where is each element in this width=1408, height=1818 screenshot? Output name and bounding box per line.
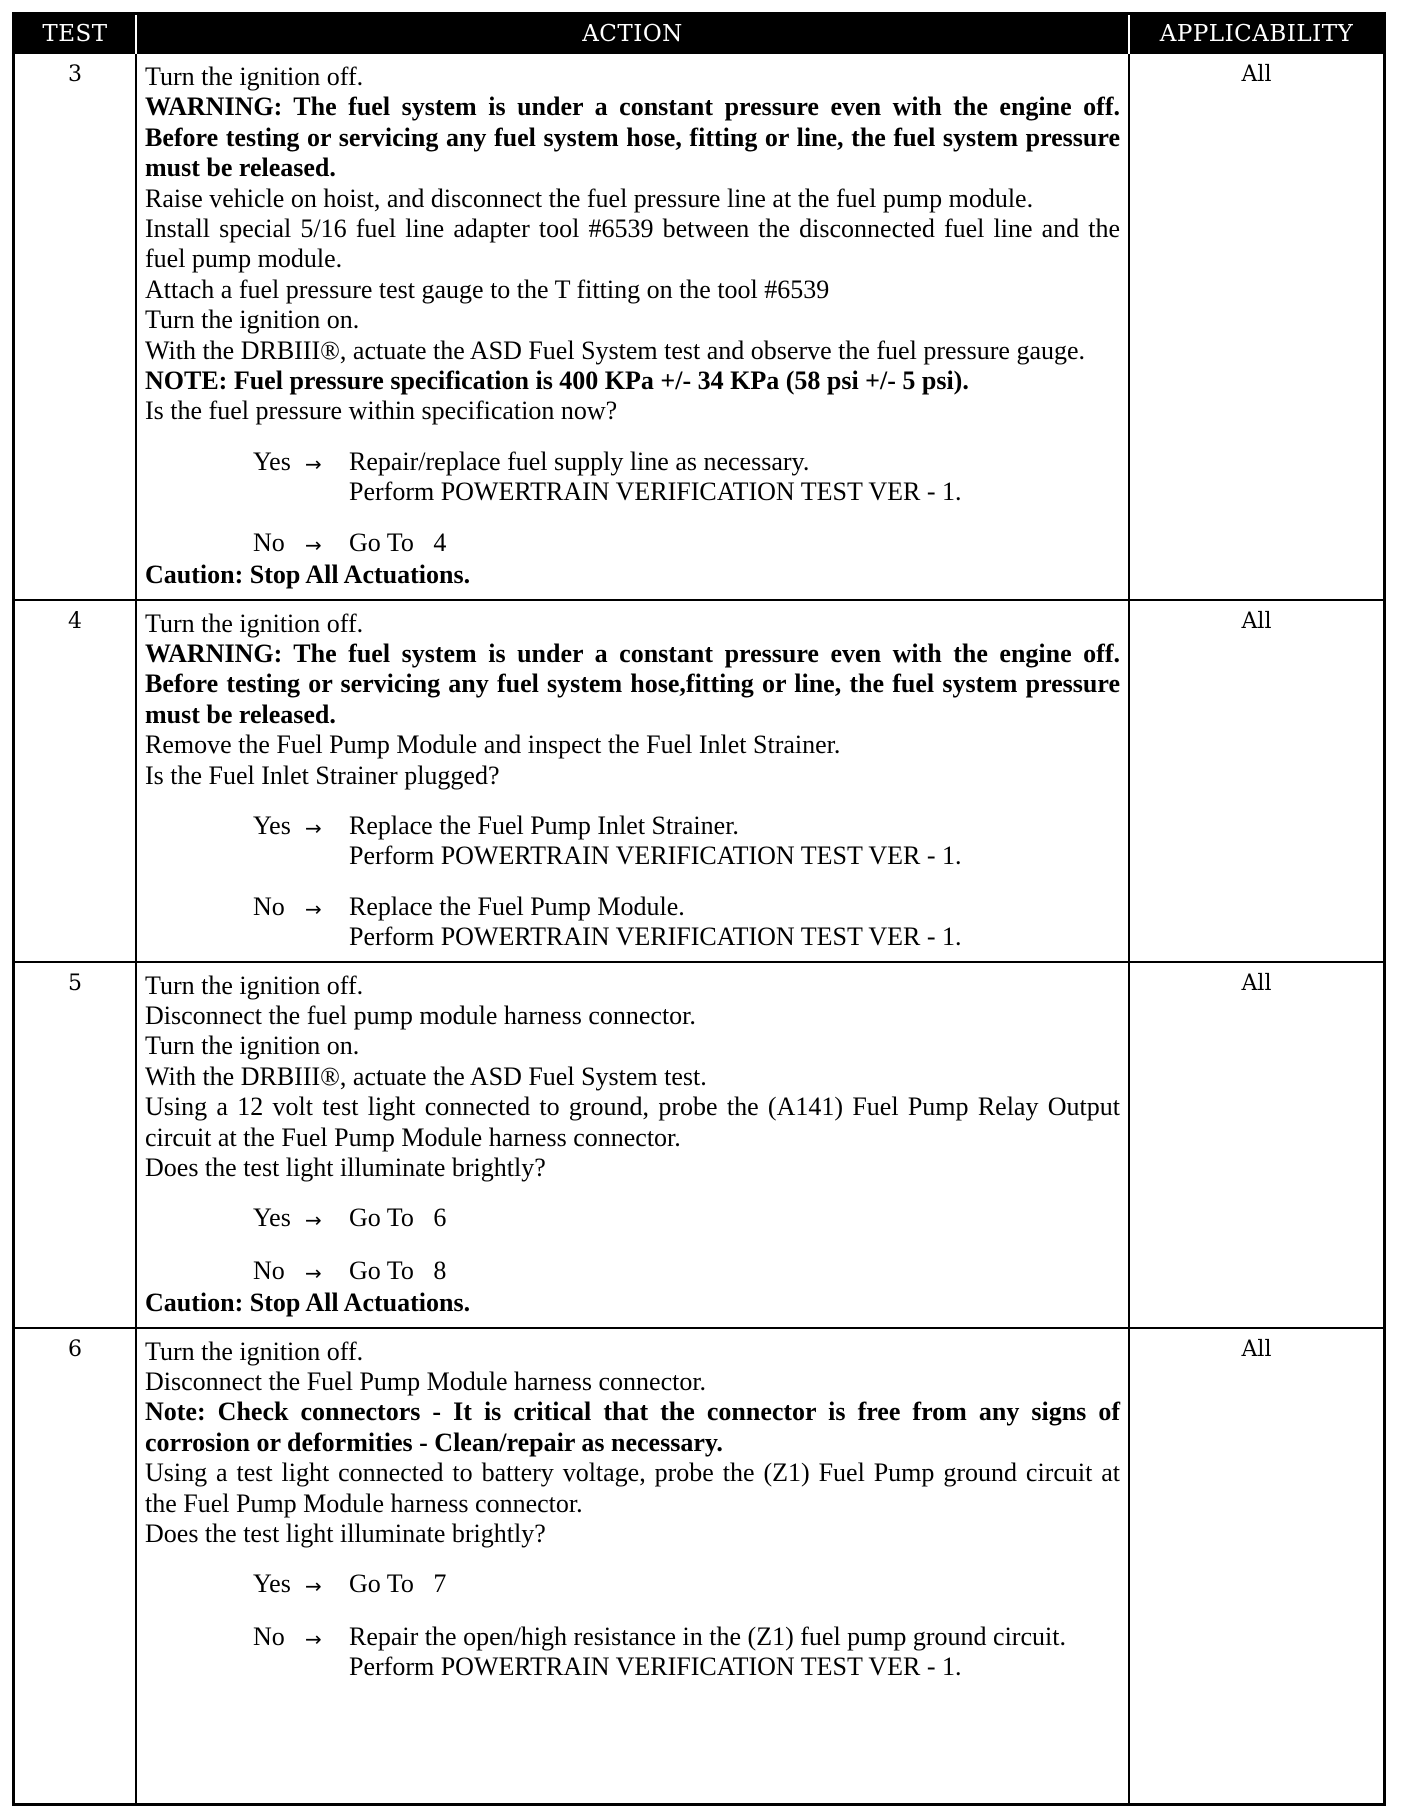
action-cell xyxy=(136,962,1129,1328)
answer-line: Perform POWERTRAIN VERIFICATION TEST VER - 1. xyxy=(349,841,962,871)
header-applicability: APPLICABILITY xyxy=(1129,15,1383,53)
answer-line: Go To 8 xyxy=(349,1255,447,1285)
table-row xyxy=(15,600,1383,962)
answer-text xyxy=(349,1256,1120,1286)
instruction-text: Remove the Fuel Pump Module and inspect the Fuel Inlet Strainer. xyxy=(145,730,841,760)
answer-no xyxy=(145,1256,1120,1288)
answer-label: No xyxy=(253,1255,285,1285)
instruction-text: Turn the ignition off. xyxy=(145,1336,364,1366)
test-number: 6 xyxy=(15,1328,136,1803)
test-number: 5 xyxy=(15,962,136,1328)
table-row xyxy=(15,962,1383,1328)
test-number: 4 xyxy=(15,600,136,962)
instruction-text: Turn the ignition on. xyxy=(145,305,360,335)
diagnostic-table-page xyxy=(12,12,1386,1806)
answer-label: Yes xyxy=(253,1569,291,1599)
warning-text: WARNING: The fuel system is under a constant pressure even with the engine off. Before testing or servicing any fuel system hose, fitting or line, the fuel system pressure must be released. xyxy=(145,92,1120,183)
instruction-text: Is the Fuel Inlet Strainer plugged? xyxy=(145,760,500,790)
answer-line: Replace the Fuel Pump Module. xyxy=(349,891,685,921)
applicability-cell: All xyxy=(1129,600,1383,962)
answer-line: Go To 7 xyxy=(349,1569,447,1599)
instruction-text: Install special 5/16 fuel line adapter tool #6539 between the disconnected fuel line and the fuel pump module. xyxy=(145,214,1120,274)
diagnostic-table xyxy=(15,15,1383,1803)
answer-label: No xyxy=(253,891,285,921)
answer-yes xyxy=(145,1203,1120,1235)
instruction-text: Does the test light illuminate brightly? xyxy=(145,1519,546,1549)
warning-text: Note: Check connectors - It is critical that the connector is free from any signs of corrosion or deformities - Clean/repair as necessary. xyxy=(145,1397,1120,1457)
answer-no xyxy=(145,1622,1120,1683)
warning-text: NOTE: Fuel pressure specification is 400 KPa +/- 34 KPa (58 psi +/- 5 psi). xyxy=(145,366,969,396)
instruction-text: Is the fuel pressure within specification now? xyxy=(145,396,618,426)
action-cell xyxy=(136,600,1129,962)
answer-yes xyxy=(145,1569,1120,1601)
instruction-text: Turn the ignition off. xyxy=(145,62,364,91)
instruction-text: With the DRBIII®, actuate the ASD Fuel System test. xyxy=(145,1061,707,1091)
answer-text xyxy=(349,811,1120,872)
answer-label: Yes xyxy=(253,446,291,476)
instruction-text: Turn the ignition on. xyxy=(145,1031,360,1061)
arrow-right-icon: → xyxy=(305,451,322,476)
warning-text: WARNING: The fuel system is under a constant pressure even with the engine off. Before testing or servicing any fuel system hose,fitting or line, the fuel system pressure must be released. xyxy=(145,638,1120,729)
instruction-text: Using a test light connected to battery voltage, probe the (Z1) Fuel Pump ground circuit at the Fuel Pump Module harness connector. xyxy=(145,1458,1120,1518)
answer-label: No xyxy=(253,527,285,557)
applicability-cell: All xyxy=(1129,53,1383,600)
arrow-right-icon: → xyxy=(305,1208,322,1233)
arrow-right-icon: → xyxy=(305,532,322,557)
instruction-text: Disconnect the fuel pump module harness connector. xyxy=(145,1000,696,1030)
answer-text xyxy=(349,528,1120,558)
action-cell xyxy=(136,1328,1129,1803)
arrow-right-icon: → xyxy=(305,1260,322,1285)
action-cell xyxy=(136,53,1129,600)
answer-text xyxy=(349,1203,1120,1233)
answer-label: No xyxy=(253,1621,285,1651)
arrow-right-icon: → xyxy=(305,1626,322,1651)
header-test: TEST xyxy=(15,15,136,53)
instruction-text: Does the test light illuminate brightly? xyxy=(145,1153,546,1182)
arrow-right-icon: → xyxy=(305,896,322,921)
answer-yes xyxy=(145,811,1120,872)
header-action: ACTION xyxy=(136,15,1129,53)
answer-text xyxy=(349,447,1120,508)
applicability-cell: All xyxy=(1129,1328,1383,1803)
answer-text xyxy=(349,1622,1120,1683)
answer-line: Go To 6 xyxy=(349,1203,447,1233)
answer-no xyxy=(145,528,1120,560)
table-row xyxy=(15,53,1383,600)
test-number: 3 xyxy=(15,53,136,600)
instruction-text: Raise vehicle on hoist, and disconnect the fuel pressure line at the fuel pump module. xyxy=(145,183,1034,213)
answer-line: Repair the open/high resistance in the (Z1) fuel pump ground circuit. xyxy=(349,1621,1066,1651)
instruction-text: Turn the ignition off. xyxy=(145,608,364,638)
instruction-text: Attach a fuel pressure test gauge to the T fitting on the tool #6539 xyxy=(145,274,830,304)
answer-line: Perform POWERTRAIN VERIFICATION TEST VER - 1. xyxy=(349,922,962,952)
answer-text xyxy=(349,892,1120,953)
answer-line: Perform POWERTRAIN VERIFICATION TEST VER - 1. xyxy=(349,1652,962,1682)
answer-line: Replace the Fuel Pump Inlet Strainer. xyxy=(349,810,739,840)
caution-text: Caution: Stop All Actuations. xyxy=(145,560,471,590)
table-header-row xyxy=(15,15,1383,53)
instruction-text: Using a 12 volt test light connected to ground, probe the (A141) Fuel Pump Relay Output circuit at the Fuel Pump Module harness connector. xyxy=(145,1092,1120,1152)
applicability-cell: All xyxy=(1129,962,1383,1328)
arrow-right-icon: → xyxy=(305,1574,322,1599)
answer-line: Perform POWERTRAIN VERIFICATION TEST VER - 1. xyxy=(349,477,962,507)
answer-text xyxy=(349,1569,1120,1599)
caution-text: Caution: Stop All Actuations. xyxy=(145,1288,471,1318)
answer-line: Repair/replace fuel supply line as necessary. xyxy=(349,446,810,476)
instruction-text: Disconnect the Fuel Pump Module harness connector. xyxy=(145,1367,707,1397)
instruction-text: With the DRBIII®, actuate the ASD Fuel System test and observe the fuel pressure gauge. xyxy=(145,335,1086,365)
answer-no xyxy=(145,892,1120,953)
answer-label: Yes xyxy=(253,1203,291,1233)
answer-label: Yes xyxy=(253,810,291,840)
table-row xyxy=(15,1328,1383,1803)
answer-line: Go To 4 xyxy=(349,527,447,557)
instruction-text: Turn the ignition off. xyxy=(145,970,364,1000)
answer-yes xyxy=(145,447,1120,508)
arrow-right-icon: → xyxy=(305,815,322,840)
